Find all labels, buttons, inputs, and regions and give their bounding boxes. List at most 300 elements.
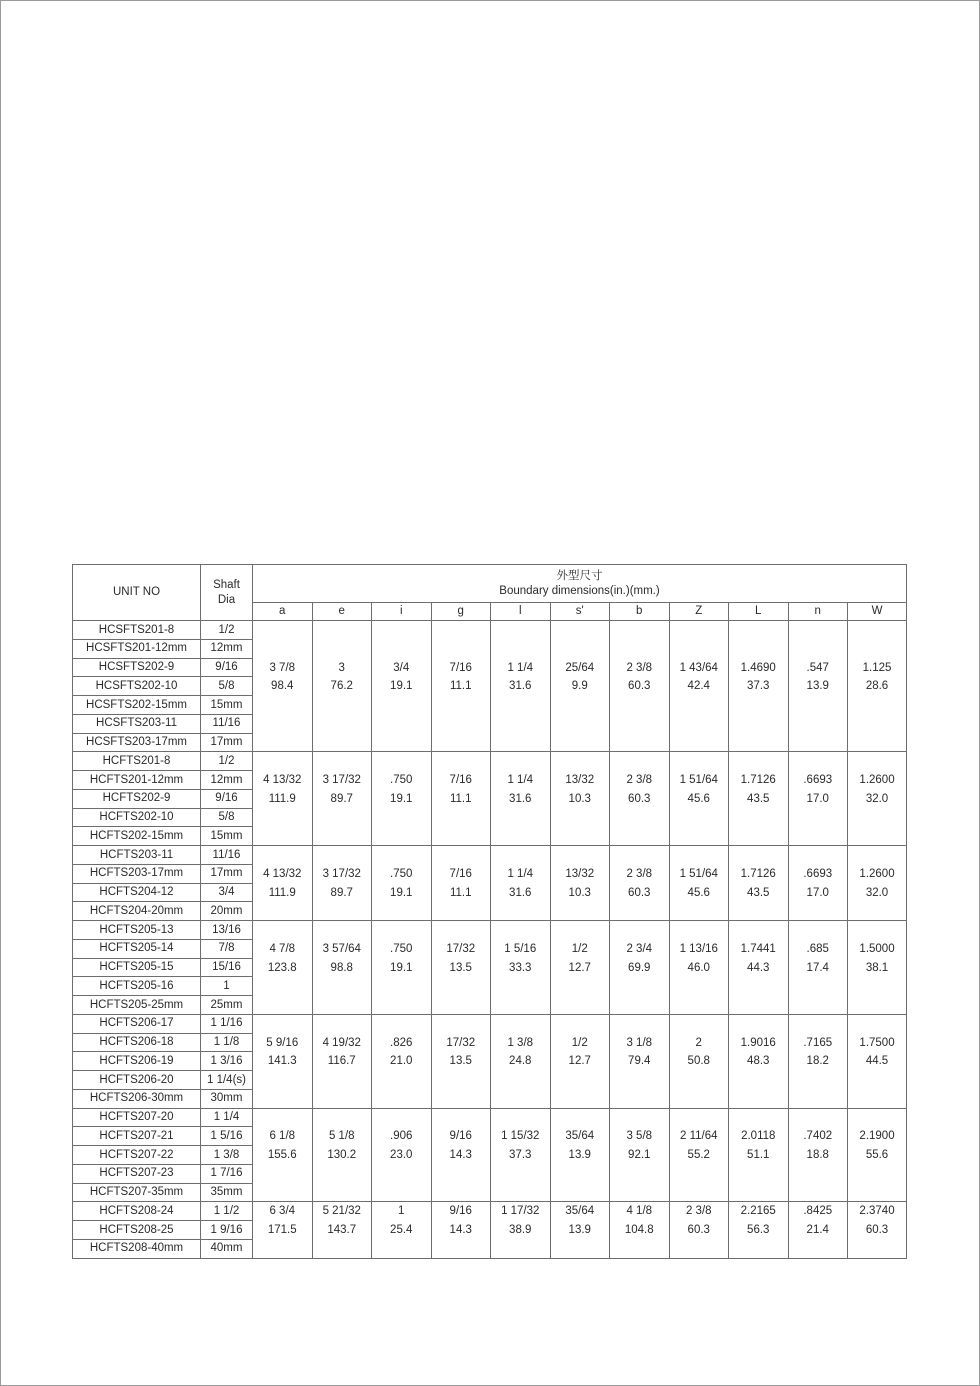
dimension-cell	[788, 752, 848, 846]
dimension-mm-value: 60.3	[687, 1224, 710, 1236]
dimension-inch-value: 2 11/64	[679, 1130, 718, 1143]
dimension-inch-value: 1.9016	[740, 1036, 776, 1049]
table-row	[73, 1014, 907, 1033]
dimension-cell	[848, 846, 907, 921]
unit-no-cell: HCFTS206-19	[73, 1052, 201, 1071]
dimension-inch-value: 2 3/8	[685, 1205, 712, 1218]
dimension-mm-value: 44.3	[747, 961, 770, 974]
shaft-dia-cell: 40mm	[201, 1239, 253, 1258]
dimension-cell	[491, 1014, 551, 1108]
dimension-inch-value: 7/16	[449, 661, 472, 674]
dimension-cell	[550, 1108, 610, 1202]
dimension-mm-value: 104.8	[624, 1224, 654, 1236]
shaft-dia-cell: 13/16	[201, 921, 253, 940]
dimension-inch-value: 6 3/4	[269, 1205, 296, 1218]
dimension-mm-value: 18.8	[806, 1149, 829, 1161]
dimension-cell	[669, 752, 729, 846]
shaft-dia-cell: 1/2	[201, 752, 253, 771]
dimension-mm-value: 37.3	[509, 1149, 532, 1161]
dimension-mm-value: 13.5	[449, 1055, 472, 1068]
column-header: e	[312, 603, 372, 621]
column-header: s'	[550, 603, 610, 621]
unit-no-cell: HCFTS203-17mm	[73, 864, 201, 883]
dimension-inch-value: .685	[806, 942, 829, 955]
dimension-cell	[610, 846, 670, 921]
dimension-inch-value: .750	[390, 774, 413, 786]
dimension-mm-value: 11.1	[449, 680, 472, 693]
dimension-mm-value: 98.8	[330, 961, 353, 974]
dimension-mm-value: 92.1	[628, 1149, 651, 1161]
unit-no-cell: HCFTS208-40mm	[73, 1239, 201, 1258]
dimension-mm-value: 56.3	[747, 1224, 770, 1236]
dimension-mm-value: 98.4	[271, 680, 294, 693]
column-header: i	[372, 603, 432, 621]
dimension-cell	[491, 1108, 551, 1202]
dimension-inch-value: 4 7/8	[269, 942, 296, 955]
dimension-inch-value: 1/2	[571, 1036, 588, 1049]
dimension-mm-value: 9.9	[571, 680, 588, 693]
dimensions-table	[72, 564, 907, 1259]
dimension-mm-value: 19.1	[390, 792, 413, 805]
shaft-dia-cell: 1 1/16	[201, 1014, 253, 1033]
dimension-cell	[669, 846, 729, 921]
dimension-inch-value: .8425	[803, 1205, 833, 1218]
dimension-cell	[610, 1202, 670, 1258]
unit-no-cell: HCSFTS202-9	[73, 658, 201, 677]
dimension-inch-value: .826	[390, 1036, 413, 1049]
unit-no-cell: HCFTS202-9	[73, 789, 201, 808]
dimension-mm-value: 51.1	[747, 1149, 770, 1161]
dimension-cell	[729, 752, 789, 846]
dimension-inch-value: 5 9/16	[266, 1036, 299, 1049]
dimension-cell	[729, 1014, 789, 1108]
dimension-cell	[550, 752, 610, 846]
dimension-inch-value: 3 7/8	[269, 661, 296, 674]
shaft-dia-cell: 17mm	[201, 864, 253, 883]
shaft-dia-cell: 9/16	[201, 789, 253, 808]
dimension-cell	[550, 921, 610, 1015]
dimension-inch-value: 3	[338, 661, 345, 674]
dimension-mm-value: 111.9	[268, 792, 296, 805]
unit-no-cell: HCFTS207-23	[73, 1164, 201, 1183]
dimension-inch-value: 6 1/8	[269, 1130, 296, 1143]
dimension-inch-value: 5 21/32	[322, 1205, 361, 1218]
dimension-cell	[729, 846, 789, 921]
dimension-mm-value: 45.6	[687, 792, 710, 805]
dimension-inch-value: 9/16	[449, 1130, 472, 1143]
dimension-mm-value: 12.7	[568, 1055, 591, 1068]
dimension-inch-value: 1 15/32	[501, 1130, 540, 1143]
dimension-cell	[848, 1202, 907, 1258]
dimension-inch-value: 3 17/32	[322, 774, 361, 786]
column-header: L	[729, 603, 789, 621]
dimension-cell	[372, 621, 432, 752]
dimension-inch-value: 1 1/4	[507, 661, 534, 674]
dimension-inch-value: 7/16	[449, 867, 472, 880]
dimension-inch-value: 9/16	[449, 1205, 472, 1218]
dimension-inch-value: 1.4690	[740, 661, 776, 674]
dimension-inch-value: 2 3/8	[626, 867, 653, 880]
shaft-dia-cell: 1 3/16	[201, 1052, 253, 1071]
dimension-mm-value: 28.6	[865, 680, 889, 693]
dimension-inch-value: 25/64	[565, 661, 595, 674]
dimension-inch-value: .750	[390, 942, 413, 955]
dimension-cell	[788, 921, 848, 1015]
dimension-cell	[312, 1014, 372, 1108]
dimension-inch-value: 2.0118	[741, 1130, 776, 1143]
dimension-mm-value: 19.1	[390, 886, 413, 899]
dimension-mm-value: 13.9	[568, 1224, 591, 1236]
dimension-mm-value: 13.9	[806, 680, 829, 693]
dimension-cell	[669, 1202, 729, 1258]
dimension-cell	[431, 921, 491, 1015]
dimension-inch-value: 3/4	[393, 661, 410, 674]
dimension-inch-value: 1.125	[862, 661, 892, 674]
dimension-cell	[610, 621, 670, 752]
shaft-dia-header	[201, 565, 253, 621]
dimension-mm-value: 79.4	[628, 1055, 651, 1068]
dimension-mm-value: 17.0	[806, 792, 829, 805]
dimension-mm-value: 45.6	[687, 886, 710, 899]
dimension-inch-value: 1.7126	[740, 774, 776, 786]
dimension-mm-value: 19.1	[390, 961, 413, 974]
dimension-cell	[610, 1014, 670, 1108]
shaft-dia-cell: 1 1/4	[201, 1108, 253, 1127]
dimension-cell	[848, 1014, 907, 1108]
dimension-cell	[372, 1202, 432, 1258]
table-row	[73, 621, 907, 640]
dimension-inch-value: 3 57/64	[322, 942, 361, 955]
dimension-cell	[669, 621, 729, 752]
column-header: a	[253, 603, 313, 621]
dimension-cell	[669, 1108, 729, 1202]
dimension-inch-value: 7/16	[449, 774, 472, 786]
dimension-cell	[610, 921, 670, 1015]
dimension-cell	[848, 921, 907, 1015]
dimension-cell	[610, 1108, 670, 1202]
dimension-cell	[372, 921, 432, 1015]
shaft-dia-cell: 5/8	[201, 677, 253, 696]
dimension-inch-value: 4 13/32	[263, 867, 302, 880]
unit-no-cell: HCFTS205-14	[73, 939, 201, 958]
dimension-cell	[253, 921, 313, 1015]
dimension-cell	[431, 752, 491, 846]
dimension-inch-value: 1 3/8	[507, 1036, 534, 1049]
column-header: g	[431, 603, 491, 621]
dimension-inch-value: 1.7441	[740, 942, 776, 955]
unit-no-cell: HCFTS203-11	[73, 846, 201, 865]
unit-no-cell: HCFTS204-12	[73, 883, 201, 902]
dimension-inch-value: 4 19/32	[322, 1036, 361, 1049]
dimension-mm-value: 33.3	[509, 961, 532, 974]
dimension-cell	[491, 846, 551, 921]
dimension-cell	[431, 1014, 491, 1108]
unit-no-cell: HCFTS201-12mm	[73, 771, 201, 790]
shaft-dia-cell: 1 1/4(s)	[201, 1071, 253, 1090]
dimension-cell	[431, 1108, 491, 1202]
dimension-mm-value: 24.8	[509, 1055, 532, 1068]
dimension-cell	[253, 1108, 313, 1202]
dimension-mm-value: 31.6	[509, 680, 532, 693]
dimension-mm-value: 31.6	[509, 792, 532, 805]
table-row	[73, 1108, 907, 1127]
dimension-mm-value: 60.3	[628, 680, 651, 693]
dimension-inch-value: 2	[695, 1036, 702, 1049]
dimension-inch-value: 2.1900	[859, 1130, 895, 1143]
dimension-inch-value: .906	[390, 1130, 413, 1143]
unit-no-cell: HCFTS201-8	[73, 752, 201, 771]
dimension-mm-value: 11.1	[449, 886, 472, 899]
shaft-dia-cell: 9/16	[201, 658, 253, 677]
unit-no-cell: HCFTS206-18	[73, 1033, 201, 1052]
dimension-cell	[729, 921, 789, 1015]
dimension-inch-value: .7165	[803, 1036, 833, 1049]
dimension-inch-value: 1 1/4	[507, 774, 534, 786]
dimension-mm-value: 37.3	[747, 680, 770, 693]
dimension-inch-value: 5 1/8	[328, 1130, 355, 1143]
column-header: Z	[669, 603, 729, 621]
dimension-inch-value: .547	[806, 661, 829, 674]
unit-no-cell: HCSFTS202-10	[73, 677, 201, 696]
shaft-dia-cell: 15mm	[201, 827, 253, 846]
dimension-cell	[312, 846, 372, 921]
unit-no-cell: HCFTS207-22	[73, 1146, 201, 1165]
dimension-inch-value: 13/32	[565, 867, 595, 880]
dimension-inch-value: 1 51/64	[679, 774, 718, 786]
dimension-mm-value: 60.3	[865, 1224, 889, 1236]
boundary-title-en: Boundary dimensions(in.)(mm.)	[499, 584, 660, 597]
dimension-mm-value: 17.0	[806, 886, 829, 899]
shaft-dia-cell: 25mm	[201, 996, 253, 1015]
dimension-inch-value: 2 3/8	[626, 774, 653, 786]
dimension-mm-value: 48.3	[747, 1055, 770, 1068]
dimension-mm-value: 23.0	[390, 1149, 413, 1161]
shaft-dia-cell: 3/4	[201, 883, 253, 902]
unit-no-cell: HCSFTS202-15mm	[73, 696, 201, 715]
column-header: l	[491, 603, 551, 621]
shaft-dia-cell: 5/8	[201, 808, 253, 827]
dimension-mm-value: 21.4	[806, 1224, 829, 1236]
dimension-mm-value: 69.9	[628, 961, 651, 974]
dimension-inch-value: 2.3740	[859, 1205, 895, 1218]
unit-no-cell: HCFTS202-15mm	[73, 827, 201, 846]
dimension-inch-value: 4 1/8	[626, 1205, 653, 1218]
dimension-cell	[848, 621, 907, 752]
dimension-inch-value: 17/32	[446, 942, 476, 955]
dimension-cell	[550, 1202, 610, 1258]
dimension-mm-value: 50.8	[687, 1055, 710, 1068]
dimension-mm-value: 14.3	[449, 1149, 472, 1161]
dimension-mm-value: 25.4	[390, 1224, 413, 1236]
dimension-inch-value: 4 13/32	[263, 774, 302, 786]
unit-no-cell: HCFTS206-20	[73, 1071, 201, 1090]
dimension-cell	[788, 846, 848, 921]
shaft-dia-cell: 1 9/16	[201, 1221, 253, 1240]
shaft-dia-cell: 35mm	[201, 1183, 253, 1202]
dimension-cell	[729, 1108, 789, 1202]
dimension-cell	[253, 846, 313, 921]
unit-no-cell: HCFTS205-13	[73, 921, 201, 940]
dimension-inch-value: .6693	[803, 774, 833, 786]
dimension-mm-value: 18.2	[806, 1055, 829, 1068]
dimension-mm-value: 10.3	[568, 792, 591, 805]
shaft-dia-cell: 12mm	[201, 639, 253, 658]
dimension-mm-value: 76.2	[330, 680, 353, 693]
unit-no-cell: HCFTS206-17	[73, 1014, 201, 1033]
dimension-inch-value: 3 17/32	[322, 867, 361, 880]
dimension-cell	[729, 621, 789, 752]
dimension-inch-value: 3 1/8	[626, 1036, 653, 1049]
dimension-mm-value: 43.5	[747, 886, 770, 899]
unit-no-cell: HCFTS205-15	[73, 958, 201, 977]
dimension-inch-value: 1.7126	[740, 867, 776, 880]
dimension-inch-value: 1	[398, 1205, 405, 1218]
dimension-mm-value: 10.3	[568, 886, 591, 899]
unit-no-cell: HCSFTS203-17mm	[73, 733, 201, 752]
dimension-cell	[729, 1202, 789, 1258]
unit-no-cell: HCFTS205-25mm	[73, 996, 201, 1015]
boundary-title-cn: 外型尺寸	[556, 569, 603, 582]
dimension-mm-value: 60.3	[628, 792, 651, 805]
unit-no-cell: HCFTS204-20mm	[73, 902, 201, 921]
shaft-dia-cell: 1 1/2	[201, 1202, 253, 1221]
dimension-mm-value: 55.6	[865, 1149, 889, 1161]
dimension-cell	[312, 921, 372, 1015]
dimension-cell	[312, 752, 372, 846]
shaft-dia-cell: 11/16	[201, 714, 253, 733]
shaft-dia-cell: 17mm	[201, 733, 253, 752]
dimension-inch-value: 1/2	[571, 942, 588, 955]
unit-no-cell: HCFTS205-16	[73, 977, 201, 996]
dimension-inch-value: 1.5000	[859, 942, 895, 955]
dimension-cell	[431, 1202, 491, 1258]
unit-no-cell: HCFTS207-20	[73, 1108, 201, 1127]
dimension-cell	[491, 1202, 551, 1258]
dimension-inch-value: 17/32	[446, 1036, 476, 1049]
dimension-mm-value: 14.3	[449, 1224, 472, 1236]
dimension-cell	[372, 846, 432, 921]
shaft-label: Shaft	[213, 578, 240, 591]
unit-no-cell: HCSFTS203-11	[73, 714, 201, 733]
unit-no-cell: HCFTS202-10	[73, 808, 201, 827]
boundary-dimensions-header	[253, 565, 907, 603]
dimension-cell	[848, 1108, 907, 1202]
dimension-cell	[372, 752, 432, 846]
dimension-inch-value: 1 51/64	[679, 867, 718, 880]
table-row	[73, 921, 907, 940]
dimension-cell	[253, 1014, 313, 1108]
dimension-cell	[550, 1014, 610, 1108]
dimension-inch-value: 35/64	[565, 1205, 595, 1218]
dimension-inch-value: 1 13/16	[679, 942, 718, 955]
dimension-cell	[372, 1014, 432, 1108]
dimension-inch-value: 1.2600	[859, 774, 895, 786]
shaft-dia-cell: 1 3/8	[201, 1146, 253, 1165]
dimension-mm-value: 12.7	[568, 961, 591, 974]
dimension-mm-value: 32.0	[865, 886, 889, 899]
column-header: n	[788, 603, 848, 621]
shaft-dia-cell: 7/8	[201, 939, 253, 958]
dimension-cell	[253, 621, 313, 752]
dimension-cell	[550, 621, 610, 752]
dimension-inch-value: .750	[390, 867, 413, 880]
column-header: W	[848, 603, 907, 621]
shaft-dia-cell: 12mm	[201, 771, 253, 790]
dimension-mm-value: 141.3	[267, 1055, 297, 1068]
dimension-inch-value: 2.2165	[740, 1205, 776, 1218]
unit-no-cell: HCSFTS201-12mm	[73, 639, 201, 658]
dimension-mm-value: 32.0	[865, 792, 889, 805]
dimension-mm-value: 143.7	[327, 1224, 357, 1236]
shaft-dia-cell: 30mm	[201, 1089, 253, 1108]
shaft-dia-cell: 1 7/16	[201, 1164, 253, 1183]
unit-no-cell: HCFTS207-35mm	[73, 1183, 201, 1202]
dimension-cell	[788, 1108, 848, 1202]
dimension-cell	[372, 1108, 432, 1202]
unit-no-cell: HCSFTS201-8	[73, 621, 201, 640]
dimension-cell	[610, 752, 670, 846]
dimension-mm-value: 11.1	[449, 792, 472, 805]
dimension-cell	[312, 1202, 372, 1258]
dimension-mm-value: 13.5	[449, 961, 472, 974]
dimension-cell	[491, 752, 551, 846]
dimension-inch-value: 1.2600	[859, 867, 895, 880]
dimension-mm-value: 123.8	[267, 961, 297, 974]
dimension-cell	[788, 621, 848, 752]
dimension-mm-value: 111.9	[268, 886, 296, 899]
dimension-mm-value: 60.3	[628, 886, 651, 899]
dimension-inch-value: 1 17/32	[501, 1205, 540, 1218]
dimension-cell	[431, 621, 491, 752]
unit-no-cell: HCFTS207-21	[73, 1127, 201, 1146]
dimension-mm-value: 42.4	[687, 680, 710, 693]
table-row	[73, 1202, 907, 1221]
dimension-inch-value: 1.7500	[859, 1036, 895, 1049]
dimension-cell	[491, 921, 551, 1015]
dimension-mm-value: 116.7	[327, 1055, 356, 1068]
dimension-cell	[253, 752, 313, 846]
dimension-cell	[312, 621, 372, 752]
shaft-dia-cell: 1 1/8	[201, 1033, 253, 1052]
dimension-cell	[550, 846, 610, 921]
dimension-inch-value: 3 5/8	[626, 1130, 653, 1143]
dimension-inch-value: 13/32	[565, 774, 595, 786]
dimension-mm-value: 19.1	[390, 680, 413, 693]
shaft-dia-cell: 1 5/16	[201, 1127, 253, 1146]
unit-no-cell: HCFTS208-24	[73, 1202, 201, 1221]
dimension-cell	[669, 921, 729, 1015]
dimension-mm-value: 155.6	[267, 1149, 297, 1161]
dimension-mm-value: 38.9	[509, 1224, 532, 1236]
unit-no-header: UNIT NO	[73, 565, 201, 621]
table-body	[73, 621, 907, 1259]
unit-no-cell: HCFTS208-25	[73, 1221, 201, 1240]
dimension-mm-value: 31.6	[509, 886, 532, 899]
shaft-dia-cell: 11/16	[201, 846, 253, 865]
dia-label: Dia	[217, 593, 236, 606]
dimension-mm-value: 46.0	[687, 961, 710, 974]
shaft-dia-cell: 15mm	[201, 696, 253, 715]
dimension-mm-value: 130.2	[327, 1149, 357, 1161]
dimension-mm-value: 13.9	[568, 1149, 591, 1161]
dimension-inch-value: 35/64	[565, 1130, 595, 1143]
dimension-mm-value: 38.1	[865, 961, 889, 974]
table-row	[73, 846, 907, 865]
dimension-mm-value: 89.7	[330, 792, 353, 805]
dimension-cell	[848, 752, 907, 846]
unit-no-cell: HCFTS206-30mm	[73, 1089, 201, 1108]
dimension-mm-value: 55.2	[687, 1149, 710, 1161]
